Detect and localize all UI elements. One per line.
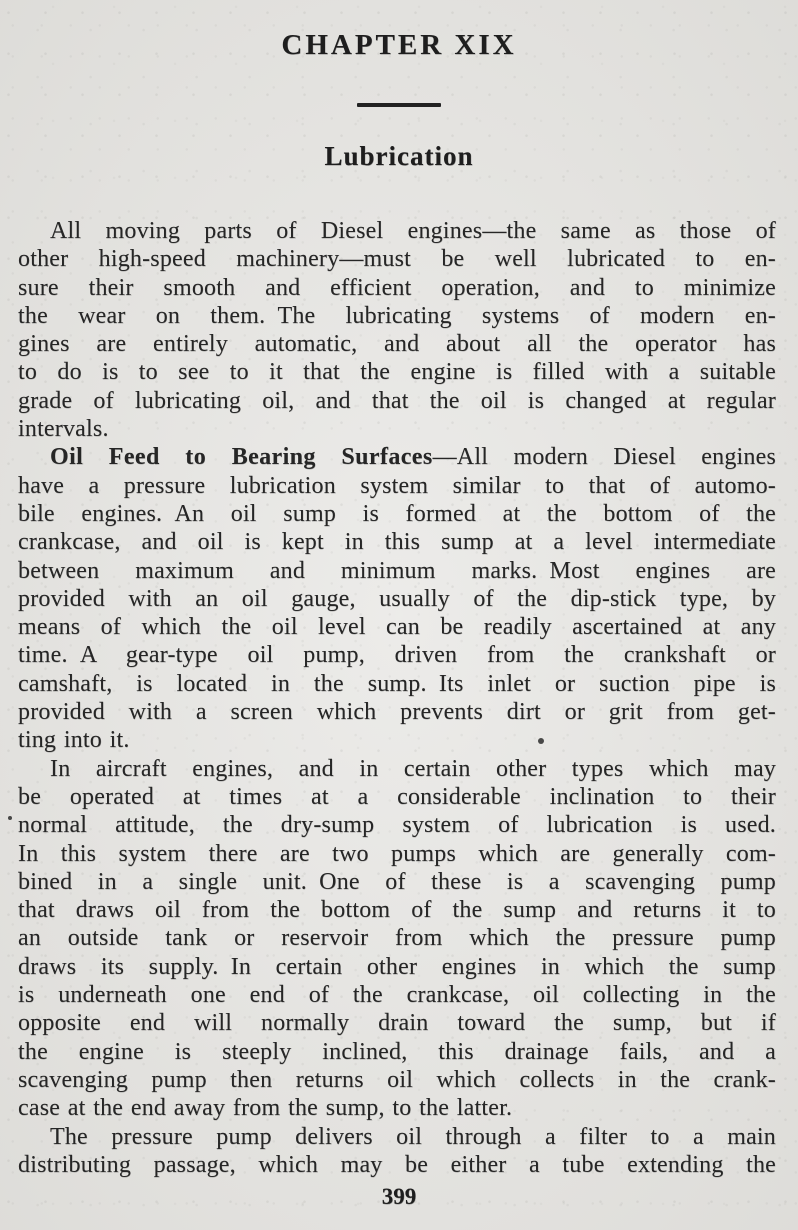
text-line: between maximum and minimum marks. Most engines are <box>18 557 776 584</box>
text-line: Oil Feed to Bearing Surfaces—All modern Diesel engines <box>50 444 776 471</box>
text-line: distributing passage, which may be either a tube extending the <box>18 1151 776 1178</box>
text-line: the engine is steeply inclined, this drainage fails, and a <box>18 1038 776 1065</box>
text-line: other high-speed machinery—must be well lubricated to en- <box>18 246 776 273</box>
run-in-heading: Oil Feed to Bearing Surfaces <box>50 444 433 471</box>
ink-speck <box>8 816 12 820</box>
text-line: that draws oil from the bottom of the sump and returns it to <box>18 897 776 924</box>
paragraph <box>18 443 776 754</box>
page-number: 399 <box>381 1184 417 1210</box>
text-line: In this system there are two pumps which are generally com- <box>18 840 776 867</box>
text-line: grade of lubricating oil, and that the oil is changed at regular <box>18 387 776 414</box>
chapter-heading: CHAPTER XIX <box>281 29 517 61</box>
text-line: intervals. <box>18 416 109 443</box>
text-line: be operated at times at a considerable inclination to their <box>18 783 776 810</box>
text-line: ting into it. <box>18 727 130 754</box>
text-line: In aircraft engines, and in certain other types which may <box>50 755 776 782</box>
text-line: case at the end away from the sump, to the latter. <box>18 1095 513 1122</box>
text-line: means of which the oil level can be readily ascertained at any <box>18 614 776 641</box>
text-line: time. A gear-type oil pump, driven from the crankshaft or <box>18 642 776 669</box>
text-line: draws its supply. In certain other engines in which the sump <box>18 953 776 980</box>
text-line: is underneath one end of the crankcase, oil collecting in the <box>18 982 776 1009</box>
text-line: All moving parts of Diesel engines—the same as those of <box>50 218 776 244</box>
text-line: opposite end will normally drain toward the sump, but if <box>18 1010 776 1037</box>
text-line: to do is to see to it that the engine is filled with a suitable <box>18 359 776 386</box>
text-line: provided with a screen which prevents dirt or grit from get- <box>18 699 776 726</box>
paragraph <box>18 755 776 1123</box>
text-line: The pressure pump delivers oil through a filter to a main <box>50 1123 776 1150</box>
section-divider <box>357 103 441 107</box>
text-line: normal attitude, the dry-sump system of lubrication is used. <box>18 812 776 839</box>
text-line: crankcase, and oil is kept in this sump at a level intermediate <box>18 529 776 556</box>
ink-speck <box>538 738 544 744</box>
text-line: the wear on them. The lubricating systems of modern en- <box>18 302 776 329</box>
paragraph <box>18 1123 776 1180</box>
section-title: Lubrication <box>324 141 474 171</box>
text-line: bined in a single unit. One of these is a scavenging pump <box>18 868 776 895</box>
text-line: scavenging pump then returns oil which collects in the crank- <box>18 1066 776 1093</box>
text-line: have a pressure lubrication system similar to that of automo- <box>18 472 776 499</box>
text-line: an outside tank or reservoir from which the pressure pump <box>18 925 776 952</box>
text-line: camshaft, is located in the sump. Its inlet or suction pipe is <box>18 670 776 697</box>
text-line: provided with an oil gauge, usually of the dip-stick type, by <box>18 585 776 612</box>
text-line: sure their smooth and efficient operation, and to minimize <box>18 274 776 301</box>
paragraph <box>18 217 776 443</box>
body-text <box>0 217 798 1179</box>
text-line: bile engines. An oil sump is formed at the bottom of the <box>18 500 776 527</box>
text-line: gines are entirely automatic, and about all the operator has <box>18 331 776 358</box>
